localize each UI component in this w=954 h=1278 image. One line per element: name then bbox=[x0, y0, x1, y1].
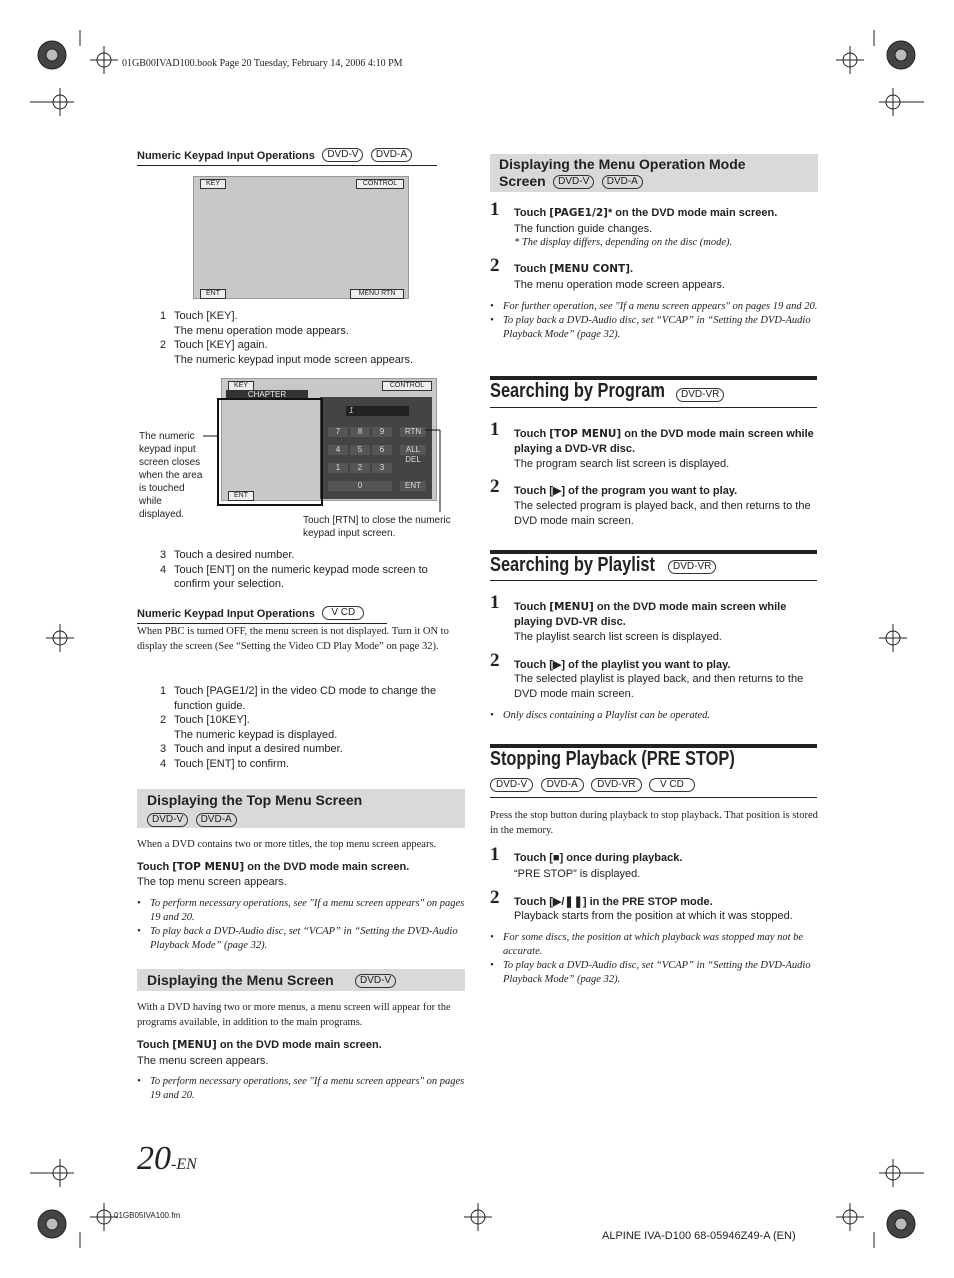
step-number: 2 bbox=[490, 476, 500, 497]
step-text: Touch [PAGE1/2] in the video CD mode to change the function guide. bbox=[174, 685, 437, 712]
alldel-button[interactable]: ALL DEL bbox=[400, 445, 426, 455]
step-text: Touch and input a desired number. bbox=[174, 743, 343, 755]
menu-op-section-box bbox=[490, 154, 818, 192]
menu-op-step1-sub: The function guide changes. bbox=[514, 223, 653, 235]
playlist-step1 bbox=[514, 600, 819, 630]
control-button[interactable]: CONTROL bbox=[382, 381, 432, 391]
key-1[interactable]: 1 bbox=[328, 463, 348, 473]
instr-post: . bbox=[630, 263, 634, 275]
prestop-heading bbox=[490, 748, 817, 771]
ent-button[interactable]: ENT bbox=[200, 289, 226, 299]
step-sub: The menu operation mode appears. bbox=[174, 324, 349, 337]
rtn-button[interactable]: RTN bbox=[400, 427, 426, 437]
step-sub: The numeric keypad input mode screen appears. bbox=[174, 353, 414, 366]
step-text: Touch [ENT] to confirm. bbox=[174, 757, 289, 770]
note-item: For some discs, the position at which playback was stopped may not be accurate. bbox=[503, 932, 804, 957]
badge-dvd-vr: DVD-VR bbox=[591, 778, 641, 792]
instr-post: ] in the PRE STOP mode. bbox=[582, 896, 713, 908]
prestop-step2 bbox=[514, 895, 713, 908]
instr-pre: Touch bbox=[514, 428, 550, 440]
menu-op-footnote: * The display differs, depending on the disc (mode). bbox=[514, 237, 733, 248]
program-step2-sub: The selected program is played back, and then returns to the DVD mode main screen. bbox=[514, 500, 811, 527]
prestop-step1 bbox=[514, 852, 682, 864]
instr-pre: Touch [ bbox=[514, 852, 553, 864]
key-button[interactable]: KEY bbox=[200, 179, 226, 189]
menu-rtn-button[interactable]: MENU RTN bbox=[350, 289, 404, 299]
program-title: Searching by Program bbox=[490, 380, 665, 402]
top-menu-body: When a DVD contains two or more titles, the top menu screen appears. bbox=[137, 839, 437, 850]
menu-screen-title: Displaying the Menu Screen bbox=[147, 972, 334, 988]
callout-right: Touch [RTN] to close the numeric keypad input screen. bbox=[303, 515, 451, 539]
step-text: Touch [KEY] again. bbox=[174, 339, 268, 351]
chapter-label: CHAPTER bbox=[226, 390, 308, 400]
step-number: 4 bbox=[160, 563, 167, 576]
menu-screen-section-box bbox=[137, 969, 465, 991]
prestop-title: Stopping Playback (PRE STOP) bbox=[490, 748, 735, 770]
step-number: 2 bbox=[490, 887, 500, 908]
play-icon: ▶ bbox=[552, 659, 562, 671]
instr-key: [TOP MENU] bbox=[172, 861, 245, 873]
step-number: 3 bbox=[160, 743, 167, 755]
step-number: 1 bbox=[160, 685, 167, 697]
note-item: To play back a DVD-Audio disc, set “VCAP” in “Setting the DVD-Audio Playback Mode” (page 32). bbox=[150, 926, 458, 951]
key-8[interactable]: 8 bbox=[350, 427, 370, 437]
key-0[interactable]: 0 bbox=[328, 481, 392, 491]
instr-post: on the DVD mode main screen while playing DVD-VR disc. bbox=[514, 601, 787, 628]
top-menu-result: The top menu screen appears. bbox=[137, 876, 287, 888]
page-number-value: 20 bbox=[137, 1140, 171, 1177]
menu-screen-notes: • To perform necessary operations, see "If a menu screen appears" on pages 19 and 20. bbox=[137, 1076, 465, 1101]
playlist-title: Searching by Playlist bbox=[490, 554, 655, 576]
play-icon: ▶ bbox=[552, 485, 562, 497]
instr-pre: Touch bbox=[137, 861, 173, 873]
instr-pre: Touch bbox=[514, 601, 550, 613]
instr-post: on the DVD mode main screen while playing a DVD-VR disc. bbox=[514, 428, 814, 455]
instr-post: ] of the playlist you want to play. bbox=[561, 659, 731, 671]
instr-post: on the DVD mode main screen. bbox=[216, 1039, 382, 1051]
badge-dvd-v: DVD-V bbox=[355, 974, 396, 988]
playlist-step2-sub: The selected playlist is played back, and then returns to the DVD mode main screen. bbox=[514, 673, 804, 700]
note-item: To play back a DVD-Audio disc, set “VCAP” in “Setting the DVD-Audio Playback Mode” (page 32). bbox=[503, 315, 811, 340]
top-menu-instruction bbox=[137, 861, 467, 873]
note-item: Only discs containing a Playlist can be operated. bbox=[503, 710, 711, 721]
step-number: 3 bbox=[160, 549, 167, 561]
touch-area-outline bbox=[217, 398, 323, 506]
instr-post: ] of the program you want to play. bbox=[561, 485, 738, 497]
steps-vcd bbox=[160, 684, 460, 771]
badge-dvd-a: DVD-A bbox=[196, 813, 237, 827]
instr-post: * on the DVD mode main screen. bbox=[607, 207, 778, 219]
badge-dvd-a: DVD-A bbox=[541, 778, 584, 792]
program-step1-sub: The program search list screen is displayed. bbox=[514, 458, 730, 470]
badge-dvd-a: DVD-A bbox=[602, 175, 643, 189]
menu-op-title-line2: Screen bbox=[499, 173, 546, 189]
top-menu-notes: • To perform necessary operations, see "If a menu screen appears" on pages 19 and 20. • To play back a DVD-Audio disc, set “VCAP” in “Setting the DVD-Audio Playback Mode” (page 32). bbox=[137, 898, 465, 951]
badge-dvd-v: DVD-V bbox=[490, 778, 533, 792]
header-file-info: 01GB00IVAD100.book Page 20 Tuesday, February 14, 2006 4:10 PM bbox=[122, 58, 403, 69]
badge-dvd-vr: DVD-VR bbox=[668, 560, 716, 574]
menu-op-notes: • For further operation, see "If a menu screen appears" on pages 19 and 20. • To play back a DVD-Audio disc, set “VCAP” in “Setting the DVD-Audio Playback Mode” (page 32). bbox=[490, 301, 818, 340]
key-9[interactable]: 9 bbox=[372, 427, 392, 437]
badge-vcd: V CD bbox=[649, 778, 695, 792]
step-number: 2 bbox=[160, 339, 167, 351]
playlist-step2 bbox=[514, 658, 730, 671]
keypad-dvd-title: Numeric Keypad Input Operations bbox=[137, 150, 315, 162]
prestop-step1-sub: “PRE STOP” is displayed. bbox=[514, 868, 641, 880]
instr-post: ] once during playback. bbox=[559, 852, 683, 864]
key-5[interactable]: 5 bbox=[350, 445, 370, 455]
prestop-rule-bottom bbox=[490, 797, 817, 798]
key-4[interactable]: 4 bbox=[328, 445, 348, 455]
top-menu-section-box bbox=[137, 789, 465, 828]
keypad-vcd-body: When PBC is turned OFF, the menu screen is not displayed. Turn it ON to display the screen (See “Setting the Video CD Play Mode” on page 32). bbox=[137, 626, 449, 652]
instr-pre: Touch [ bbox=[514, 896, 553, 908]
key-7[interactable]: 7 bbox=[328, 427, 348, 437]
playlist-heading bbox=[490, 554, 817, 580]
note-item: To perform necessary operations, see "If a menu screen appears" on pages 19 and 20. bbox=[150, 1076, 465, 1101]
badge-vcd: V CD bbox=[322, 606, 364, 620]
menu-op-step2-sub: The menu operation mode screen appears. bbox=[514, 279, 725, 291]
page-number bbox=[137, 1140, 197, 1178]
menu-op-step1 bbox=[514, 207, 819, 219]
step-number: 2 bbox=[490, 650, 500, 671]
ent-button[interactable]: ENT bbox=[228, 491, 254, 501]
playlist-step1-sub: The playlist search list screen is displayed. bbox=[514, 631, 722, 643]
badge-dvd-vr: DVD-VR bbox=[676, 388, 724, 402]
step-text: Touch [10KEY]. bbox=[174, 714, 250, 726]
step-number: 1 bbox=[490, 199, 500, 220]
instr-key: [MENU] bbox=[549, 601, 594, 613]
step-number: 1 bbox=[490, 592, 500, 613]
program-rule-bottom bbox=[490, 407, 817, 408]
note-item: To perform necessary operations, see "If a menu screen appears" on pages 19 and 20. bbox=[150, 898, 465, 923]
screen-menu-mode bbox=[193, 176, 409, 299]
play-pause-icon: ▶/❚❚ bbox=[552, 896, 583, 908]
prestop-body: Press the stop button during playback to stop playback. That position is stored in the memory. bbox=[490, 810, 818, 836]
keypad-vcd-heading bbox=[137, 604, 387, 624]
key-button[interactable]: KEY bbox=[228, 381, 254, 391]
instr-pre: Touch [ bbox=[514, 659, 553, 671]
step-number: 1 bbox=[160, 310, 167, 322]
step-number: 1 bbox=[490, 844, 500, 865]
badge-dvd-v: DVD-V bbox=[553, 175, 594, 189]
keypad-panel bbox=[320, 397, 432, 499]
footer-fm-file: 01GB05IVA100.fm bbox=[114, 1211, 181, 1220]
menu-screen-body: With a DVD having two or more menus, a menu screen will appear for the programs available, in addition to the main programs. bbox=[137, 1002, 451, 1028]
program-step1 bbox=[514, 427, 819, 457]
note-item: For further operation, see "If a menu screen appears" on pages 19 and 20. bbox=[503, 301, 818, 312]
step-number: 1 bbox=[490, 419, 500, 440]
prestop-step2-sub: Playback starts from the position at which it was stopped. bbox=[514, 910, 793, 922]
menu-op-step2 bbox=[514, 263, 633, 275]
step-text: Touch [KEY]. bbox=[174, 310, 238, 322]
playlist-rule-bottom bbox=[490, 580, 817, 581]
instr-key: [PAGE1/2] bbox=[549, 207, 608, 219]
callout-left: The numeric keypad input screen closes when the area is touched while displayed. bbox=[139, 431, 203, 520]
menu-screen-instruction bbox=[137, 1039, 467, 1051]
ent-keypad-button[interactable]: ENT bbox=[400, 481, 426, 491]
note-item: To play back a DVD-Audio disc, set “VCAP” in “Setting the DVD-Audio Playback Mode” (page 32). bbox=[503, 960, 811, 985]
entry-field: 1 bbox=[346, 406, 409, 416]
program-step2 bbox=[514, 484, 737, 497]
step-text: Touch [ENT] on the numeric keypad mode screen to confirm your selection. bbox=[174, 563, 428, 590]
steps-a bbox=[160, 309, 460, 367]
menu-screen-result: The menu screen appears. bbox=[137, 1055, 269, 1067]
prestop-notes: • For some discs, the position at which playback was stopped may not be accurate. • To play back a DVD-Audio disc, set “VCAP” in “Setting the DVD-Audio Playback Mode” (page 32). bbox=[490, 931, 818, 987]
badge-dvd-v: DVD-V bbox=[147, 813, 188, 827]
page-number-suffix: -EN bbox=[171, 1156, 197, 1173]
step-sub: The numeric keypad is displayed. bbox=[174, 728, 338, 741]
key-6[interactable]: 6 bbox=[372, 445, 392, 455]
keypad-dvd-heading bbox=[137, 146, 437, 166]
instr-post: on the DVD mode main screen. bbox=[244, 861, 410, 873]
instr-pre: Touch [ bbox=[514, 485, 553, 497]
prestop-badges bbox=[487, 776, 695, 794]
instr-pre: Touch bbox=[137, 1039, 173, 1051]
badge-dvd-a: DVD-A bbox=[371, 148, 412, 162]
playlist-notes: • Only discs containing a Playlist can be operated. bbox=[490, 710, 711, 721]
step-number: 2 bbox=[160, 714, 167, 726]
key-3[interactable]: 3 bbox=[372, 463, 392, 473]
instr-key: [MENU CONT] bbox=[549, 263, 631, 275]
key-2[interactable]: 2 bbox=[350, 463, 370, 473]
steps-b bbox=[160, 548, 460, 592]
step-number: 2 bbox=[490, 255, 500, 276]
program-heading bbox=[490, 380, 817, 406]
instr-pre: Touch bbox=[514, 263, 550, 275]
step-number: 4 bbox=[160, 757, 167, 770]
menu-op-title-line1: Displaying the Menu Operation Mode bbox=[499, 156, 746, 172]
footer-model: ALPINE IVA-D100 68-05946Z49-A (EN) bbox=[602, 1230, 796, 1242]
keypad-vcd-title: Numeric Keypad Input Operations bbox=[137, 608, 315, 620]
instr-key: [TOP MENU] bbox=[549, 428, 622, 440]
badge-dvd-v: DVD-V bbox=[322, 148, 363, 162]
step-text: Touch a desired number. bbox=[174, 549, 295, 561]
control-button[interactable]: CONTROL bbox=[356, 179, 404, 189]
instr-pre: Touch bbox=[514, 207, 550, 219]
instr-key: [MENU] bbox=[172, 1039, 217, 1051]
stop-icon: ■ bbox=[552, 852, 560, 864]
top-menu-title: Displaying the Top Menu Screen bbox=[147, 792, 363, 808]
